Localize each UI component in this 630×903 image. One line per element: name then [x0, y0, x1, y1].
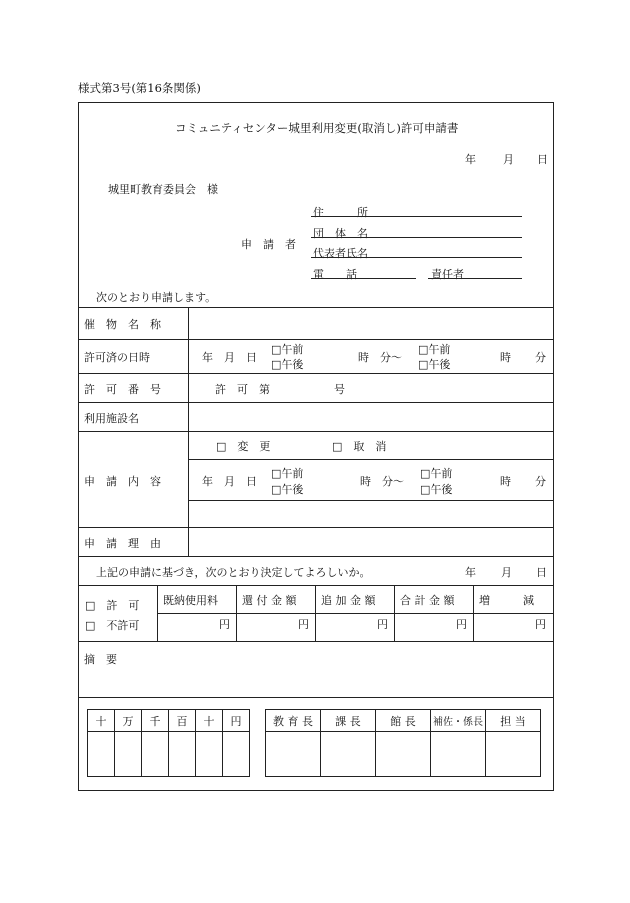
approver-header: 館 長: [376, 710, 431, 732]
content-hour-to: 時: [500, 475, 511, 488]
permitted-hour-from: 時 分〜: [358, 351, 402, 364]
approver-header: 補佐・係長: [431, 710, 486, 732]
divider: [157, 613, 553, 614]
stamp-cell[interactable]: [486, 732, 541, 777]
decision-text: 上記の申請に基づき，次のとおり決定してよろしいか。: [96, 566, 371, 579]
address-line[interactable]: [311, 216, 522, 217]
approver-header: 担 当: [486, 710, 541, 732]
form-title: コミュニティセンター城里利用変更(取消し)許可申請書: [175, 121, 459, 135]
stamp-cell[interactable]: [431, 732, 486, 777]
digit-header: 万: [115, 710, 142, 732]
event-name-label: 催 物 名 称: [84, 318, 161, 331]
permitted-am2-checkbox[interactable]: □午前: [418, 343, 451, 356]
divider: [78, 556, 553, 557]
stamp-cell[interactable]: [321, 732, 376, 777]
approve-checkbox[interactable]: □ 許 可: [85, 599, 140, 612]
date-year: 年: [465, 153, 476, 166]
fee-header-change: 増 減: [479, 594, 534, 607]
divider: [78, 402, 553, 403]
responsible-line[interactable]: [428, 278, 522, 279]
permitted-datetime-label: 許可済の日時: [84, 351, 150, 364]
permitted-pm-checkbox[interactable]: □午後: [271, 358, 304, 371]
divider: [188, 500, 553, 501]
content-am-checkbox[interactable]: □午前: [271, 467, 304, 480]
content-am2-checkbox[interactable]: □午前: [420, 467, 453, 480]
divider: [78, 373, 553, 374]
permitted-ymd: 年 月 日: [202, 351, 257, 364]
digit-cell[interactable]: [115, 732, 142, 777]
column-divider: [236, 585, 237, 641]
digit-header: 百: [169, 710, 196, 732]
divider: [78, 307, 553, 308]
content-pm2-checkbox[interactable]: □午後: [420, 483, 453, 496]
permit-suffix: 号: [334, 383, 345, 396]
permit-number-label: 許 可 番 号: [84, 383, 161, 396]
deny-checkbox[interactable]: □ 不許可: [85, 619, 140, 632]
fee-header-paid: 既納使用料: [163, 594, 218, 607]
column-divider: [473, 585, 474, 641]
fee-unit-additional: 円: [377, 618, 388, 631]
fee-header-additional: 追 加 金 額: [321, 594, 376, 607]
digit-header: 十: [88, 710, 115, 732]
stamp-cell[interactable]: [376, 732, 431, 777]
digit-cell[interactable]: [223, 732, 250, 777]
stamp-cell[interactable]: [266, 732, 321, 777]
facility-label: 利用施設名: [84, 412, 139, 425]
digit-cell[interactable]: [169, 732, 196, 777]
decision-month: 月: [501, 566, 512, 579]
representative-line[interactable]: [311, 257, 522, 258]
permitted-pm2-checkbox[interactable]: □午後: [418, 358, 451, 371]
column-divider: [394, 585, 395, 641]
phone-line[interactable]: [311, 278, 416, 279]
representative-label: 代表者氏名: [313, 247, 368, 260]
column-divider: [188, 307, 189, 556]
reason-label: 申 請 理 由: [84, 537, 161, 550]
form-number: 様式第3号(第16条関係): [78, 81, 201, 95]
address-label: 住 所: [313, 206, 368, 219]
column-divider: [157, 585, 158, 641]
divider: [188, 459, 553, 460]
content-pm-checkbox[interactable]: □午後: [271, 483, 304, 496]
request-text: 次のとおり申請します。: [96, 291, 217, 304]
change-checkbox[interactable]: □ 変 更: [216, 440, 271, 453]
fee-unit-change: 円: [535, 618, 546, 631]
approval-table: [265, 709, 541, 777]
date-day: 日: [537, 153, 548, 166]
fee-unit-refund: 円: [298, 618, 309, 631]
decision-year: 年: [465, 566, 476, 579]
fee-header-total: 合 計 金 額: [400, 594, 455, 607]
phone-label: 電 話: [313, 268, 357, 281]
divider: [78, 431, 553, 432]
date-month: 月: [503, 153, 514, 166]
digit-header: 千: [142, 710, 169, 732]
addressee: 城里町教育委員会 様: [108, 183, 218, 196]
content-hour-from: 時 分〜: [360, 475, 404, 488]
fee-unit-total: 円: [456, 618, 467, 631]
permitted-minute-to: 分: [535, 351, 546, 364]
group-line[interactable]: [311, 237, 522, 238]
amount-table: [87, 709, 250, 777]
divider: [78, 527, 553, 528]
approver-header: 課 長: [321, 710, 376, 732]
divider: [78, 697, 553, 698]
digit-cell[interactable]: [142, 732, 169, 777]
digit-cell[interactable]: [88, 732, 115, 777]
column-divider: [315, 585, 316, 641]
permit-prefix: 許 可 第: [215, 383, 270, 396]
content-label: 申 請 内 容: [84, 475, 161, 488]
applicant-label: 申 請 者: [241, 238, 296, 251]
divider: [78, 641, 553, 642]
permitted-am-checkbox[interactable]: □午前: [271, 343, 304, 356]
digit-cell[interactable]: [196, 732, 223, 777]
approver-header: 教 育 長: [266, 710, 321, 732]
remarks-label: 摘 要: [84, 653, 117, 666]
permitted-hour-to: 時: [500, 351, 511, 364]
fee-unit-paid: 円: [219, 618, 230, 631]
digit-header: 十: [196, 710, 223, 732]
fee-header-refund: 還 付 金 額: [242, 594, 297, 607]
responsible-label: 責任者: [431, 268, 464, 281]
group-label: 団 体 名: [313, 227, 368, 240]
content-minute-to: 分: [535, 475, 546, 488]
cancel-checkbox[interactable]: □ 取 消: [332, 440, 387, 453]
content-ymd: 年 月 日: [202, 475, 257, 488]
decision-day: 日: [536, 566, 547, 579]
digit-header: 円: [223, 710, 250, 732]
divider: [78, 339, 553, 340]
